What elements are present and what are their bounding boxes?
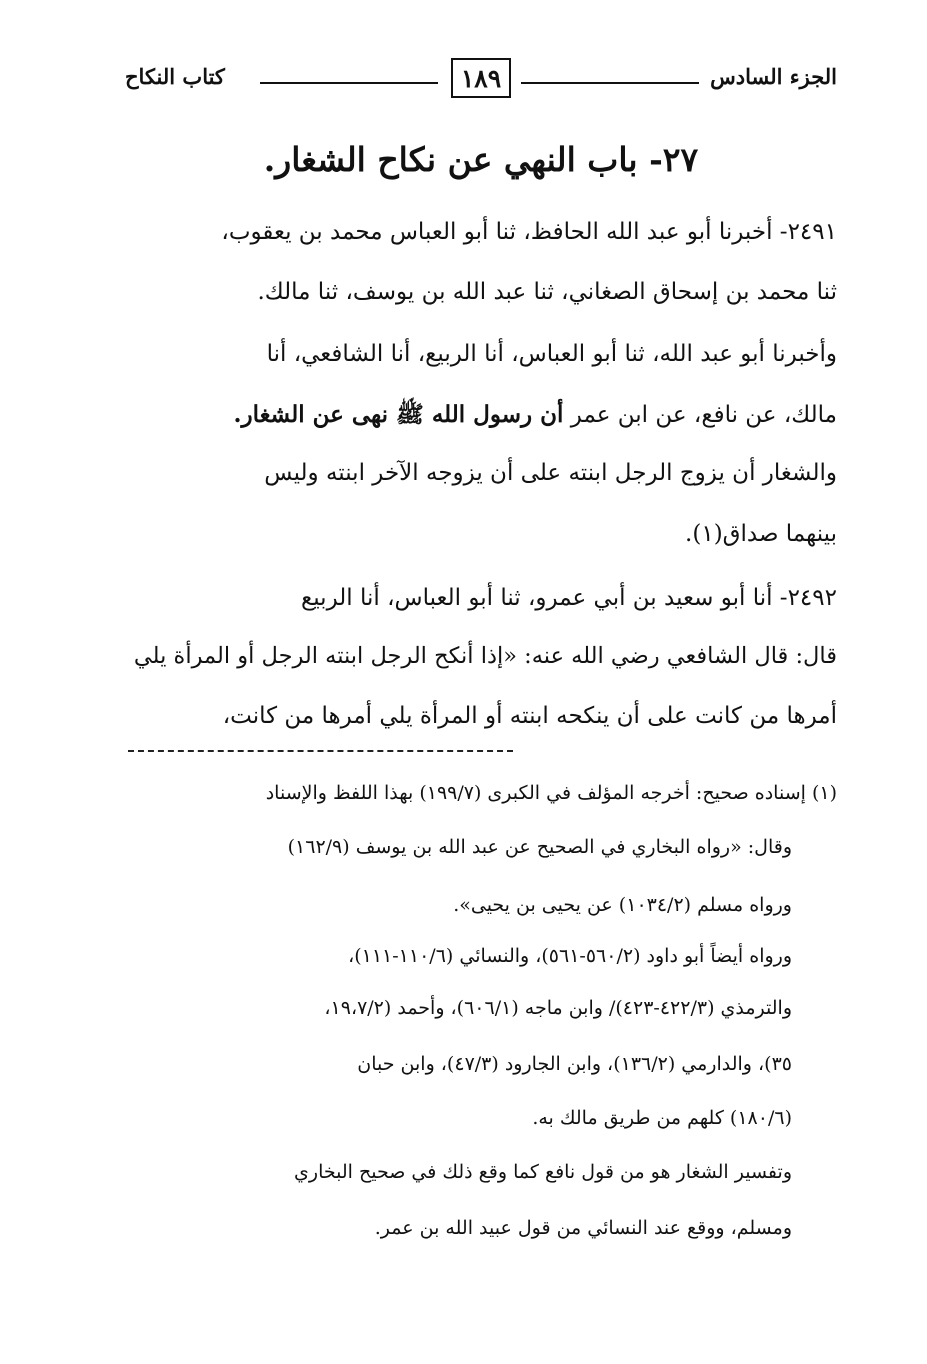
footnote-line-9: ومسلم، ووقع عند النسائي من قول عبيد الله بن عمر.	[374, 1217, 792, 1239]
footnote-line-4: ورواه أيضاً أبو داود (٥٦٠/٢-٥٦١)، والنسائي (١١٠/٦-١١١)،	[348, 945, 792, 967]
footnote-line-8: وتفسير الشغار هو من قول نافع كما وقع ذلك في صحيح البخاري	[294, 1161, 792, 1183]
header-rule-left	[260, 82, 438, 84]
chain-line-1: وأخبرنا أبو عبد الله، ثنا أبو العباس، أنا الربيع، أنا الشافعي، أنا	[266, 341, 837, 367]
footnote-line-7: (١٨٠/٦) كلهم من طريق مالك به.	[532, 1107, 792, 1129]
running-header	[125, 58, 837, 104]
footnote-line-1: (١) إسناده صحيح: أخرجه المؤلف في الكبرى (١٩٩/٧) بهذا اللفظ والإسناد	[265, 782, 837, 804]
footnote-line-6: ٣٥)، والدارمي (١٣٦/٢)، وابن الجارود (٤٧/٣)، وابن حبان	[357, 1053, 792, 1075]
footnote-separator	[128, 750, 513, 752]
page-number: ١٨٩	[451, 58, 511, 98]
hadith-matn: أن رسول الله ﷺ نهى عن الشغار.	[233, 401, 564, 428]
book-label: كتاب النكاح	[125, 64, 225, 89]
chapter-title: ٢٧- باب النهي عن نكاح الشغار.	[263, 140, 699, 179]
header-rule-right	[521, 82, 699, 84]
footnote-line-3: ورواه مسلم (١٠٣٤/٢) عن يحيى بن يحيى».	[453, 894, 792, 916]
definition-line-1: والشغار أن يزوج الرجل ابنته على أن يزوجه الآخر ابنته وليس	[264, 460, 837, 486]
hadith-2492-line-2: قال: قال الشافعي رضي الله عنه: «إذا أنكح الرجل ابنته الرجل أو المرأة يلي	[133, 643, 837, 669]
hadith-2492-line-3: أمرها من كانت على أن ينكحه ابنته أو المرأة يلي أمرها من كانت،	[222, 703, 837, 729]
hadith-2492-line-1: ٢٤٩٢- أنا أبو سعيد بن أبي عمرو، ثنا أبو العباس، أنا الربيع	[300, 585, 837, 611]
hadith-2491-line-2: ثنا محمد بن إسحاق الصغاني، ثنا عبد الله بن يوسف، ثنا مالك.	[257, 279, 837, 305]
chain-text: مالك، عن نافع، عن ابن عمر	[563, 402, 837, 428]
footnote-line-2: وقال: «رواه البخاري في الصحيح عن عبد الله بن يوسف (١٦٢/٩)	[287, 836, 792, 858]
hadith-2491-line-1: ٢٤٩١- أخبرنا أبو عبد الله الحافظ، ثنا أبو العباس محمد بن يعقوب،	[221, 219, 837, 245]
footnote-line-5: والترمذي (٤٢٢/٣-٤٢٣)/ وابن ماجه (٦٠٦/١)، وأحمد (١٩،٧/٢،	[324, 997, 792, 1019]
volume-label: الجزء السادس	[710, 64, 837, 89]
definition-line-2: بينهما صداق(١).	[685, 521, 837, 547]
chain-line-2	[125, 400, 837, 434]
